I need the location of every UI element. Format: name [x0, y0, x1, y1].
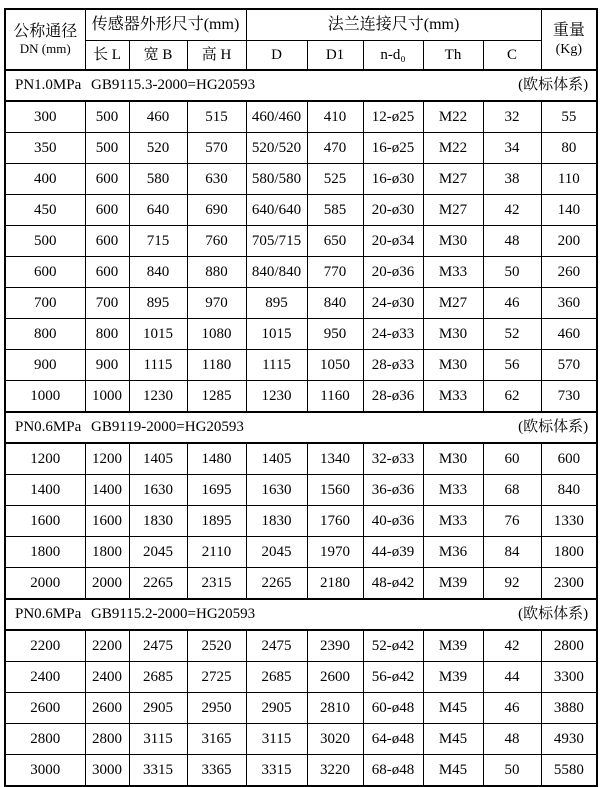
cell-weight: 2300: [541, 568, 597, 600]
section-note: (欧标体系): [518, 606, 589, 623]
cell-d1: 1050: [307, 350, 363, 381]
cell-width-b: 460: [129, 101, 187, 133]
header-col-d: D: [246, 41, 307, 71]
cell-th: M45: [423, 693, 483, 724]
cell-d: 2045: [246, 537, 307, 568]
cell-length-l: 600: [85, 164, 129, 195]
cell-th: M33: [423, 506, 483, 537]
cell-width-b: 520: [129, 133, 187, 164]
cell-dn: 700: [5, 288, 85, 319]
data-row-dn-2400: [5, 662, 597, 693]
cell-dn: 2000: [5, 568, 85, 600]
cell-length-l: 2600: [85, 693, 129, 724]
cell-c: 34: [483, 133, 541, 164]
cell-th: M39: [423, 568, 483, 600]
section-pressure-rating: PN0.6MPa: [15, 419, 82, 436]
cell-height-h: 1285: [187, 381, 246, 413]
cell-dn: 350: [5, 133, 85, 164]
cell-th: M22: [423, 101, 483, 133]
cell-weight: 2800: [541, 630, 597, 662]
cell-width-b: 1115: [129, 350, 187, 381]
header-col-c: C: [483, 41, 541, 71]
cell-n-d0: 52-ø42: [363, 630, 423, 662]
cell-dn: 900: [5, 350, 85, 381]
cell-th: M33: [423, 257, 483, 288]
cell-width-b: 3315: [129, 755, 187, 787]
cell-c: 50: [483, 257, 541, 288]
cell-length-l: 600: [85, 226, 129, 257]
cell-weight: 360: [541, 288, 597, 319]
cell-d: 840/840: [246, 257, 307, 288]
cell-c: 32: [483, 101, 541, 133]
cell-width-b: 1630: [129, 475, 187, 506]
cell-th: M33: [423, 381, 483, 413]
cell-length-l: 2200: [85, 630, 129, 662]
cell-height-h: 760: [187, 226, 246, 257]
cell-width-b: 1830: [129, 506, 187, 537]
cell-d1: 840: [307, 288, 363, 319]
cell-d1: 1970: [307, 537, 363, 568]
cell-th: M27: [423, 164, 483, 195]
table-body: [5, 70, 597, 786]
cell-n-d0: 16-ø25: [363, 133, 423, 164]
cell-length-l: 600: [85, 195, 129, 226]
cell-dn: 400: [5, 164, 85, 195]
cell-dn: 1400: [5, 475, 85, 506]
cell-n-d0: 32-ø33: [363, 443, 423, 475]
cell-c: 52: [483, 319, 541, 350]
cell-th: M39: [423, 662, 483, 693]
header-row-groups: [5, 9, 597, 41]
cell-th: M45: [423, 755, 483, 787]
cell-weight: 80: [541, 133, 597, 164]
cell-th: M36: [423, 537, 483, 568]
header-col-th: Th: [423, 41, 483, 71]
cell-height-h: 515: [187, 101, 246, 133]
cell-length-l: 1800: [85, 537, 129, 568]
cell-height-h: 3165: [187, 724, 246, 755]
cell-length-l: 1400: [85, 475, 129, 506]
cell-n-d0: 20-ø36: [363, 257, 423, 288]
cell-d: 2685: [246, 662, 307, 693]
cell-d: 705/715: [246, 226, 307, 257]
cell-weight: 1800: [541, 537, 597, 568]
cell-d: 520/520: [246, 133, 307, 164]
cell-width-b: 1405: [129, 443, 187, 475]
cell-d1: 3020: [307, 724, 363, 755]
cell-height-h: 630: [187, 164, 246, 195]
cell-d1: 2180: [307, 568, 363, 600]
cell-d1: 2390: [307, 630, 363, 662]
cell-dn: 1800: [5, 537, 85, 568]
cell-n-d0: 12-ø25: [363, 101, 423, 133]
cell-th: M22: [423, 133, 483, 164]
cell-d: 1405: [246, 443, 307, 475]
cell-th: M27: [423, 288, 483, 319]
cell-height-h: 880: [187, 257, 246, 288]
header-nominal-diameter-unit: DN (mm): [19, 41, 71, 57]
cell-d: 2265: [246, 568, 307, 600]
cell-length-l: 500: [85, 101, 129, 133]
cell-d: 1830: [246, 506, 307, 537]
header-col-length-l: 长 L: [85, 41, 129, 71]
flange-dimension-table: [4, 8, 598, 787]
cell-dn: 2800: [5, 724, 85, 755]
cell-width-b: 640: [129, 195, 187, 226]
cell-th: M30: [423, 350, 483, 381]
cell-height-h: 970: [187, 288, 246, 319]
cell-weight: 600: [541, 443, 597, 475]
cell-d: 1115: [246, 350, 307, 381]
cell-height-h: 2315: [187, 568, 246, 600]
cell-d1: 1760: [307, 506, 363, 537]
cell-c: 42: [483, 195, 541, 226]
cell-n-d0: 36-ø36: [363, 475, 423, 506]
cell-dn: 300: [5, 101, 85, 133]
cell-dn: 1000: [5, 381, 85, 413]
cell-c: 44: [483, 662, 541, 693]
data-row-dn-3000: [5, 755, 597, 787]
header-col-d1: D1: [307, 41, 363, 71]
cell-length-l: 500: [85, 133, 129, 164]
cell-weight: 3880: [541, 693, 597, 724]
cell-width-b: 2685: [129, 662, 187, 693]
cell-n-d0: 44-ø39: [363, 537, 423, 568]
cell-width-b: 1015: [129, 319, 187, 350]
cell-dn: 2600: [5, 693, 85, 724]
cell-dn: 450: [5, 195, 85, 226]
cell-n-d0: 16-ø30: [363, 164, 423, 195]
cell-weight: 1330: [541, 506, 597, 537]
cell-height-h: 1695: [187, 475, 246, 506]
cell-n-d0: 60-ø48: [363, 693, 423, 724]
section-note: (欧标体系): [518, 419, 589, 436]
cell-height-h: 2725: [187, 662, 246, 693]
cell-d1: 2810: [307, 693, 363, 724]
cell-d: 2905: [246, 693, 307, 724]
cell-length-l: 2400: [85, 662, 129, 693]
section-row-1: [5, 412, 597, 443]
cell-length-l: 700: [85, 288, 129, 319]
cell-dn: 2200: [5, 630, 85, 662]
cell-n-d0: 28-ø36: [363, 381, 423, 413]
cell-length-l: 1200: [85, 443, 129, 475]
cell-th: M30: [423, 443, 483, 475]
cell-th: M45: [423, 724, 483, 755]
section-row-0: [5, 70, 597, 101]
data-row-dn-400: [5, 164, 597, 195]
cell-n-d0: 24-ø33: [363, 319, 423, 350]
data-row-dn-500: [5, 226, 597, 257]
cell-c: 84: [483, 537, 541, 568]
cell-d1: 650: [307, 226, 363, 257]
cell-th: M39: [423, 630, 483, 662]
section-row-2: [5, 599, 597, 630]
section-pressure-rating: PN0.6MPa: [15, 606, 82, 623]
cell-th: M33: [423, 475, 483, 506]
cell-weight: 460: [541, 319, 597, 350]
cell-height-h: 2950: [187, 693, 246, 724]
header-col-n-d0: n-d₀: [363, 41, 423, 71]
cell-length-l: 1000: [85, 381, 129, 413]
cell-length-l: 1600: [85, 506, 129, 537]
header-row-subcolumns: [5, 41, 597, 71]
cell-length-l: 2800: [85, 724, 129, 755]
cell-d1: 770: [307, 257, 363, 288]
cell-n-d0: 48-ø42: [363, 568, 423, 600]
cell-dn: 600: [5, 257, 85, 288]
cell-weight: 110: [541, 164, 597, 195]
cell-d: 460/460: [246, 101, 307, 133]
section-flex: [6, 419, 596, 436]
cell-n-d0: 68-ø48: [363, 755, 423, 787]
cell-d1: 1340: [307, 443, 363, 475]
section-cell: [5, 70, 597, 101]
cell-d: 640/640: [246, 195, 307, 226]
cell-height-h: 1180: [187, 350, 246, 381]
header-weight: [541, 9, 597, 70]
cell-c: 48: [483, 226, 541, 257]
cell-dn: 1600: [5, 506, 85, 537]
cell-weight: 3300: [541, 662, 597, 693]
cell-length-l: 900: [85, 350, 129, 381]
cell-width-b: 3115: [129, 724, 187, 755]
cell-d1: 1560: [307, 475, 363, 506]
section-pressure-rating: PN1.0MPa: [15, 77, 82, 94]
cell-length-l: 600: [85, 257, 129, 288]
cell-c: 92: [483, 568, 541, 600]
data-row-dn-2200: [5, 630, 597, 662]
header-col-height-h: 高 H: [187, 41, 246, 71]
cell-weight: 570: [541, 350, 597, 381]
cell-d1: 1160: [307, 381, 363, 413]
cell-d1: 2600: [307, 662, 363, 693]
cell-weight: 140: [541, 195, 597, 226]
cell-weight: 840: [541, 475, 597, 506]
data-row-dn-800: [5, 319, 597, 350]
table-header: [5, 9, 597, 70]
data-row-dn-1200: [5, 443, 597, 475]
header-nominal-diameter: [5, 9, 85, 70]
cell-d1: 950: [307, 319, 363, 350]
header-weight-unit: (Kg): [555, 41, 583, 57]
cell-height-h: 1480: [187, 443, 246, 475]
cell-c: 76: [483, 506, 541, 537]
cell-n-d0: 64-ø48: [363, 724, 423, 755]
cell-dn: 3000: [5, 755, 85, 787]
cell-d: 3115: [246, 724, 307, 755]
cell-weight: 200: [541, 226, 597, 257]
data-row-dn-1000: [5, 381, 597, 413]
cell-height-h: 3365: [187, 755, 246, 787]
cell-d1: 3220: [307, 755, 363, 787]
data-row-dn-1400: [5, 475, 597, 506]
cell-c: 56: [483, 350, 541, 381]
section-note: (欧标体系): [518, 77, 589, 94]
section-cell: [5, 599, 597, 630]
cell-width-b: 2045: [129, 537, 187, 568]
cell-c: 68: [483, 475, 541, 506]
cell-height-h: 570: [187, 133, 246, 164]
cell-dn: 800: [5, 319, 85, 350]
cell-c: 42: [483, 630, 541, 662]
cell-length-l: 800: [85, 319, 129, 350]
cell-weight: 260: [541, 257, 597, 288]
data-row-dn-450: [5, 195, 597, 226]
cell-d1: 410: [307, 101, 363, 133]
cell-weight: 4930: [541, 724, 597, 755]
cell-c: 62: [483, 381, 541, 413]
section-standard: GB9119-2000=HG20593: [91, 419, 244, 436]
section-standard: GB9115.3-2000=HG20593: [91, 77, 256, 94]
data-row-dn-2000: [5, 568, 597, 600]
cell-th: M27: [423, 195, 483, 226]
section-standard: GB9115.2-2000=HG20593: [91, 606, 256, 623]
cell-n-d0: 28-ø33: [363, 350, 423, 381]
cell-height-h: 1080: [187, 319, 246, 350]
header-nominal-diameter-cn: 公称通径: [13, 22, 78, 40]
data-row-dn-700: [5, 288, 597, 319]
data-row-dn-1600: [5, 506, 597, 537]
cell-dn: 500: [5, 226, 85, 257]
cell-weight: 5580: [541, 755, 597, 787]
cell-n-d0: 20-ø30: [363, 195, 423, 226]
cell-width-b: 1230: [129, 381, 187, 413]
cell-c: 50: [483, 755, 541, 787]
data-row-dn-2600: [5, 693, 597, 724]
cell-dn: 2400: [5, 662, 85, 693]
cell-height-h: 2520: [187, 630, 246, 662]
section-cell: [5, 412, 597, 443]
cell-c: 46: [483, 693, 541, 724]
cell-d1: 585: [307, 195, 363, 226]
cell-width-b: 2475: [129, 630, 187, 662]
cell-width-b: 840: [129, 257, 187, 288]
cell-d: 3315: [246, 755, 307, 787]
data-row-dn-300: [5, 101, 597, 133]
cell-n-d0: 20-ø34: [363, 226, 423, 257]
cell-width-b: 895: [129, 288, 187, 319]
cell-d: 1630: [246, 475, 307, 506]
cell-d: 1230: [246, 381, 307, 413]
cell-length-l: 2000: [85, 568, 129, 600]
header-weight-cn: 重量: [552, 22, 585, 39]
cell-height-h: 1895: [187, 506, 246, 537]
cell-th: M30: [423, 319, 483, 350]
cell-width-b: 2265: [129, 568, 187, 600]
data-row-dn-600: [5, 257, 597, 288]
header-flange-connection-group: 法兰连接尺寸(mm): [246, 9, 541, 41]
cell-c: 48: [483, 724, 541, 755]
header-col-width-b: 宽 B: [129, 41, 187, 71]
cell-c: 38: [483, 164, 541, 195]
header-sensor-dimensions-group: 传感器外形尺寸(mm): [85, 9, 246, 41]
cell-c: 60: [483, 443, 541, 475]
cell-width-b: 2905: [129, 693, 187, 724]
cell-dn: 1200: [5, 443, 85, 475]
cell-d1: 470: [307, 133, 363, 164]
cell-n-d0: 40-ø36: [363, 506, 423, 537]
data-row-dn-900: [5, 350, 597, 381]
section-flex: [6, 77, 596, 94]
data-row-dn-2800: [5, 724, 597, 755]
cell-th: M30: [423, 226, 483, 257]
cell-n-d0: 56-ø42: [363, 662, 423, 693]
cell-d: 895: [246, 288, 307, 319]
data-row-dn-350: [5, 133, 597, 164]
section-flex: [6, 606, 596, 623]
cell-c: 46: [483, 288, 541, 319]
cell-d: 580/580: [246, 164, 307, 195]
cell-width-b: 715: [129, 226, 187, 257]
cell-d1: 525: [307, 164, 363, 195]
cell-n-d0: 24-ø30: [363, 288, 423, 319]
cell-d: 2475: [246, 630, 307, 662]
cell-weight: 730: [541, 381, 597, 413]
cell-d: 1015: [246, 319, 307, 350]
cell-height-h: 690: [187, 195, 246, 226]
cell-length-l: 3000: [85, 755, 129, 787]
cell-height-h: 2110: [187, 537, 246, 568]
data-row-dn-1800: [5, 537, 597, 568]
cell-width-b: 580: [129, 164, 187, 195]
cell-weight: 55: [541, 101, 597, 133]
